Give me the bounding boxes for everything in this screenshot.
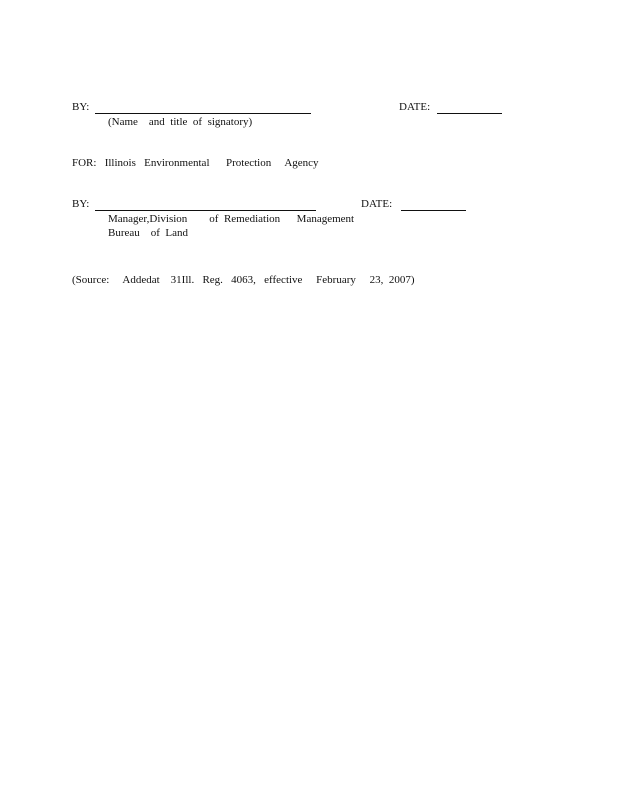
manager-title-line2: Bureau of Land bbox=[108, 227, 189, 239]
source-citation: (Source: Addedat 31Ill. Reg. 4063, effective February 23, 2007) bbox=[72, 274, 415, 286]
by-label-1: BY: bbox=[72, 101, 90, 113]
signatory-caption: (Name and title of signatory) bbox=[108, 116, 253, 128]
signature-line-1[interactable] bbox=[95, 113, 311, 114]
by-label-2: BY: bbox=[72, 198, 90, 210]
date-line-2[interactable] bbox=[401, 210, 466, 211]
date-label-1: DATE: bbox=[399, 101, 431, 113]
signature-line-2[interactable] bbox=[95, 210, 316, 211]
manager-title-line1: Manager,Division of Remediation Management bbox=[108, 213, 355, 225]
for-agency-line: FOR: Illinois Environmental Protection Agency bbox=[72, 157, 319, 169]
date-line-1[interactable] bbox=[437, 113, 502, 114]
date-label-2: DATE: bbox=[361, 198, 393, 210]
